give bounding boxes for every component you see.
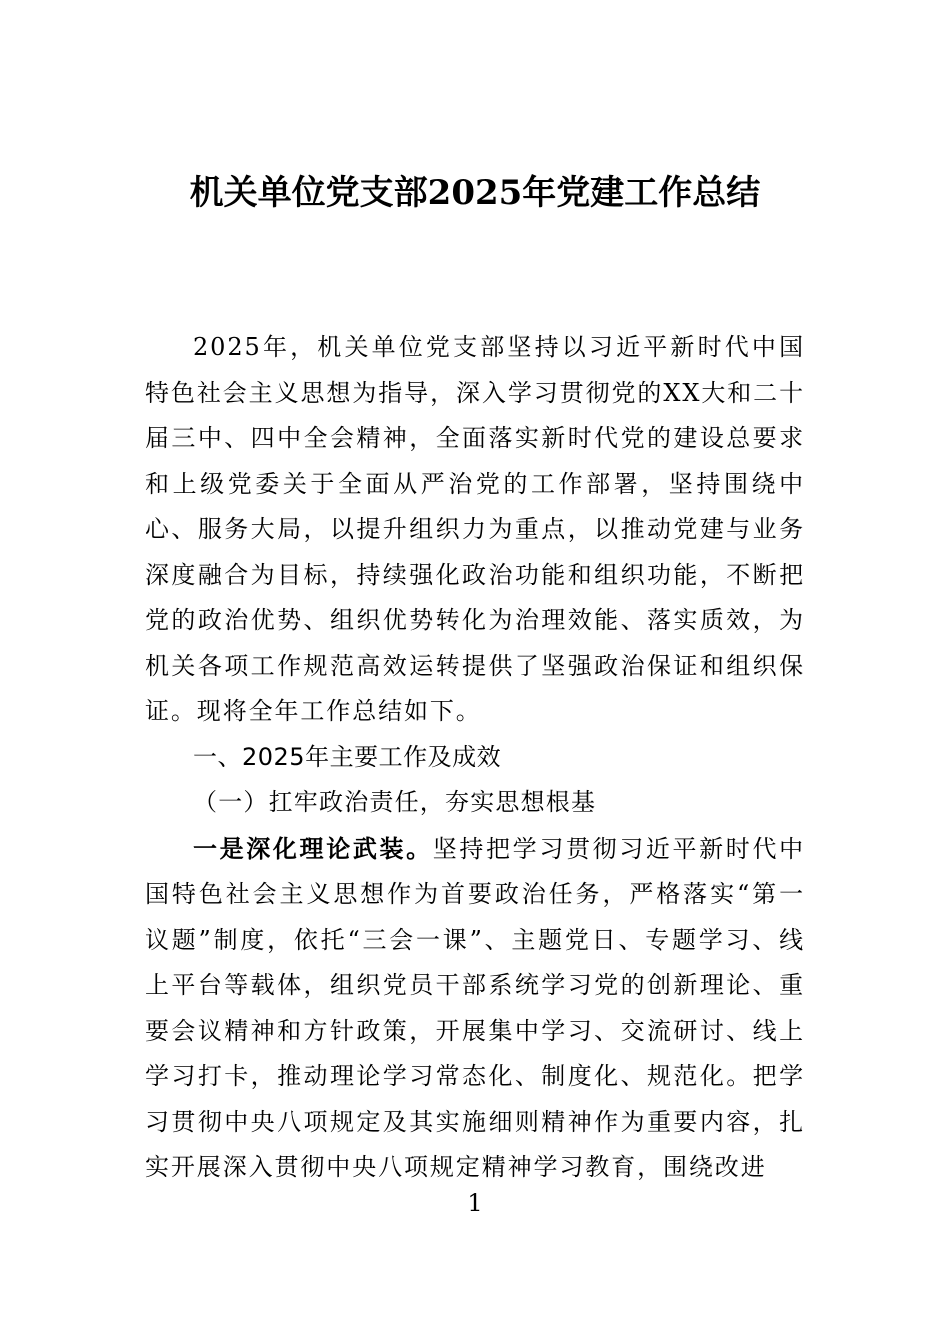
point-lead: 一是深化理论武装。: [193, 833, 433, 863]
point-text: 坚持把学习贯彻习近平新时代中国特色社会主义思想作为首要政治任务，严格落实“第一议题”制度，依托“三会一课”、主题党日、专题学习、线上平台等载体，组织党员干部系统学习党的创新理论、重要会议精神和方针政策，开展集中学习、交流研讨、线上学习打卡，推动理论学习常态化、制度化、规范化。把学习贯彻中央八项规定及其实施细则精神作为重要内容，扎实开展深入贯彻中央八项规定精神学习教育，围绕改进: [145, 834, 805, 1181]
intro-paragraph: 2025年，机关单位党支部坚持以习近平新时代中国特色社会主义思想为指导，深入学习贯彻党的XX大和二十届三中、四中全会精神，全面落实新时代党的建设总要求和上级党委关于全面从严治党的工作部署，坚持围绕中心、服务大局，以提升组织力为重点，以推动党建与业务深度融合为目标，持续强化政治功能和组织功能，不断把党的政治优势、组织优势转化为治理效能、落实质效，为机关各项工作规范高效运转提供了坚强政治保证和组织保证。现将全年工作总结如下。: [145, 333, 805, 725]
page-number: 1: [467, 1189, 483, 1217]
subsection-heading: （一）扛牢政治责任，夯实思想根基: [193, 788, 597, 816]
document-body: [145, 325, 805, 1191]
document-title: 机关单位党支部2025年党建工作总结: [189, 173, 761, 213]
section-heading: 一、2025年主要工作及成效: [193, 742, 502, 771]
point-paragraph: [145, 826, 805, 1191]
